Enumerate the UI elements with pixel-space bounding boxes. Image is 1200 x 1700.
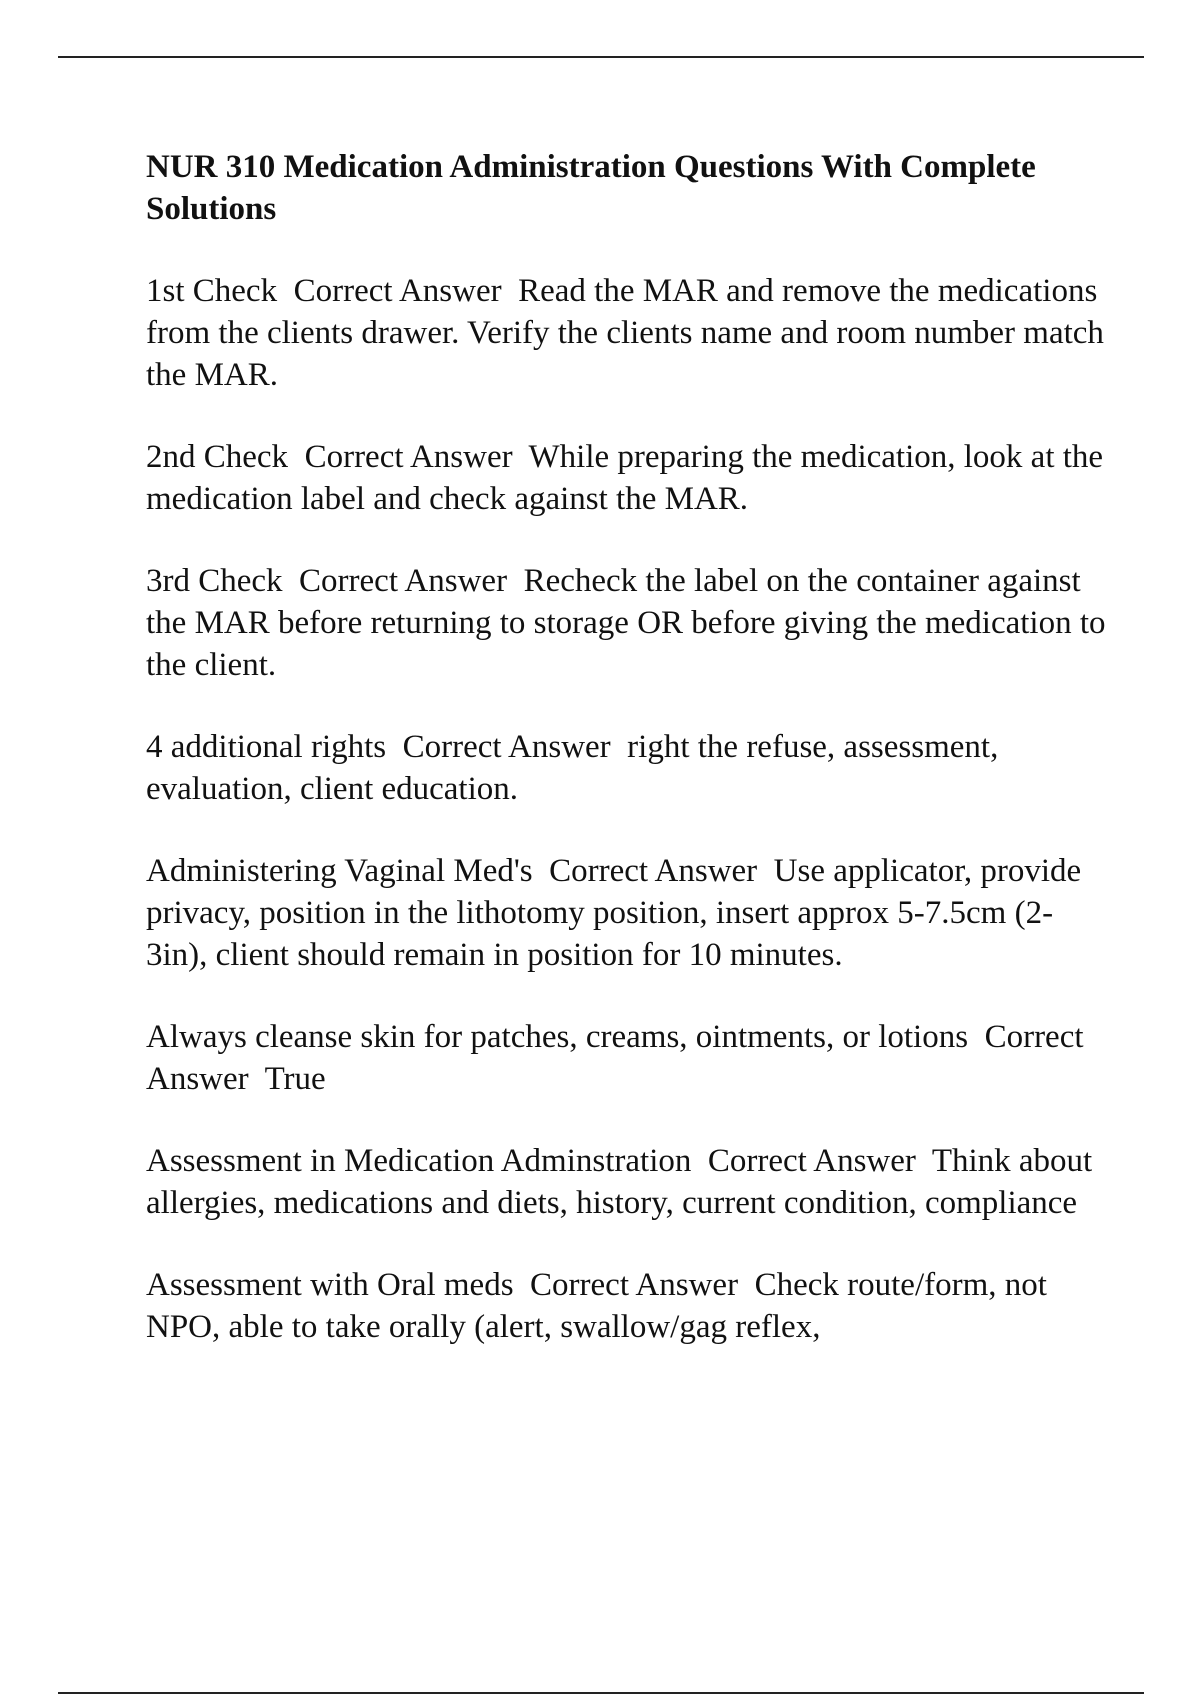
qa-item [146,560,1114,686]
header-rule [58,56,1144,58]
qa-separator: Correct Answer [549,853,758,889]
qa-answer: True [264,1061,326,1097]
qa-list [146,270,1114,1348]
qa-separator: Correct Answer [146,1019,1090,1097]
qa-item [146,1264,1106,1348]
qa-item [146,1140,1106,1224]
footer-rule [58,1692,1144,1694]
document-body [146,146,1114,1388]
qa-answer: Think about allergies, medications and diets, history, current condition, compliance [146,1143,1101,1221]
qa-separator: Correct Answer [402,729,611,765]
qa-answer: Read the MAR and remove the medications from the clients drawer. Verify the clients name and room number match the MAR. [146,273,1113,393]
qa-question: 2nd Check [146,439,289,475]
document-title: NUR 310 Medication Administration Questions With Complete Solutions [146,149,1036,227]
qa-item [146,270,1113,396]
qa-question: 3rd Check [146,563,283,599]
qa-answer: right the refuse, assessment, evaluation, client education. [146,729,1007,807]
qa-answer: Recheck the label on the container against the MAR before returning to storage OR before giving the medication to the client. [146,563,1114,683]
qa-answer: While preparing the medication, look at the medication label and check against the MAR. [146,439,1112,517]
qa-question: 4 additional rights [146,729,387,765]
qa-separator: Correct Answer [707,1143,916,1179]
qa-question: 1st Check [146,273,278,309]
qa-question: Assessment in Medication Adminstration [146,1143,692,1179]
qa-separator: Correct Answer [293,273,502,309]
qa-question: Administering Vaginal Med's [146,853,533,889]
qa-item [146,436,1112,520]
qa-item [146,1016,1106,1100]
qa-answer: Check route/form, not NPO, able to take orally (alert, swallow/gag reflex, [146,1267,1056,1345]
qa-item [146,850,1106,976]
qa-question: Assessment with Oral meds [146,1267,514,1303]
qa-question: Always cleanse skin for patches, creams, ointments, or lotions [146,1019,969,1055]
qa-answer: Use applicator, provide privacy, position in the lithotomy position, insert approx 5-7.5cm (2-3in), client should remain in position for 10 minutes. [146,853,1090,973]
qa-separator: Correct Answer [304,439,513,475]
qa-separator: Correct Answer [299,563,508,599]
qa-item [146,726,1106,810]
qa-separator: Correct Answer [530,1267,739,1303]
